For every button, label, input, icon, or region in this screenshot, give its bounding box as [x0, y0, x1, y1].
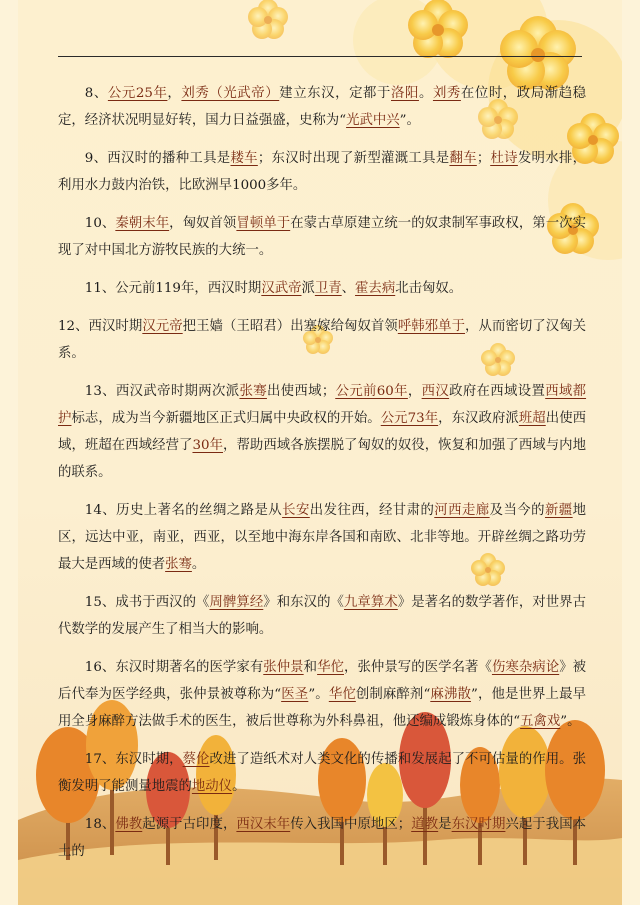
underlined-term: 蔡伦 — [182, 752, 210, 767]
underlined-term: 公元前60年 — [335, 384, 408, 399]
text-run: 》被后代奉为医学经典，张仲景被尊称为“ — [58, 660, 587, 702]
text-run: ； — [476, 151, 491, 166]
text-run: 在位时，政局渐趋稳定，经济状况明显好转，国力日益强盛，史称为“ — [58, 86, 587, 128]
underlined-term: 霍去病 — [355, 281, 396, 296]
underlined-term: 华佗 — [317, 660, 344, 675]
text-run: 北击匈奴。 — [395, 281, 463, 296]
text-run: 》和东汉的《 — [263, 595, 344, 610]
text-run: 把王嫱（王昭君）出塞嫁给匈奴首领 — [182, 319, 398, 334]
text-run: 。 — [418, 86, 433, 101]
paragraph-p12 — [58, 313, 586, 367]
text-run: 12、西汉时期 — [58, 319, 143, 334]
text-run: 出使西域，班超在西域经营了 — [58, 411, 587, 453]
paragraph-p13 — [58, 378, 586, 486]
paragraph-p18 — [58, 811, 586, 865]
underlined-term: 呼韩邪单于 — [397, 319, 466, 334]
text-run: 》是著名的数学著作，对世界古代数学的发展产生了相当大的影响。 — [58, 595, 587, 637]
document-page — [18, 0, 622, 905]
text-run: 改进了造纸术对人类文化的传播和发展起了不可估量的作用。张衡发明了能测量地震的 — [58, 752, 587, 794]
underlined-term: 耧车 — [230, 151, 258, 166]
text-run: ，从而密切了汉匈关系。 — [58, 319, 587, 361]
text-run: 17、东汉时期， — [84, 752, 183, 767]
text-run: 起源于古印度， — [142, 817, 237, 832]
underlined-term: 华佗 — [328, 687, 356, 702]
underlined-term: 公元73年 — [380, 411, 439, 426]
text-run: 出使西域； — [266, 384, 336, 399]
paragraph-p15 — [58, 589, 586, 643]
text-run: ”。 — [308, 687, 329, 702]
document-body — [58, 80, 586, 876]
underlined-term: 杜诗 — [490, 151, 518, 166]
underlined-term: 五禽戏 — [520, 714, 561, 729]
underlined-term: 九章算术 — [343, 595, 398, 610]
paragraph-p8 — [58, 80, 586, 134]
underlined-term: 刘秀 — [432, 86, 461, 101]
underlined-term: 张骞 — [239, 384, 267, 399]
underlined-term: 张骞 — [165, 557, 192, 572]
text-run: 政府在西域设置 — [449, 384, 546, 399]
underlined-term: 汉元帝 — [142, 319, 183, 334]
text-run: ， — [407, 384, 422, 399]
underlined-term: 卫青 — [314, 281, 342, 296]
text-run: 15、成书于西汉的《 — [84, 595, 210, 610]
text-run: 16、东汉时期著名的医学家有 — [84, 660, 264, 675]
text-run: 13、西汉武帝时期两次派 — [84, 384, 240, 399]
underlined-term: 道教 — [411, 817, 439, 832]
underlined-term: 周髀算经 — [209, 595, 264, 610]
underlined-term: 洛阳 — [391, 86, 419, 101]
underlined-term: 班超 — [518, 411, 546, 426]
text-run: ”。 — [560, 714, 581, 729]
text-run: 发明水排，利用水力鼓内治铁，比欧洲早1000多年。 — [58, 151, 587, 193]
text-run: 派 — [301, 281, 315, 296]
underlined-term: 张仲景 — [263, 660, 304, 675]
text-run: ， — [167, 86, 182, 101]
paragraph-p17 — [58, 746, 586, 800]
paragraph-p10 — [58, 210, 586, 264]
text-run: 标志，成为当今新疆地区正式归属中央政权的开始。 — [71, 411, 381, 426]
underlined-term: 秦朝末年 — [115, 216, 170, 231]
underlined-term: 伤寒杂病论 — [491, 660, 560, 675]
text-run: 在蒙古草原建立统一的奴隶制军事政权，第一次实现了对中国北方游牧民族的大统一。 — [58, 216, 587, 258]
underlined-term: 西汉 — [421, 384, 450, 399]
text-run: 是 — [438, 817, 452, 832]
text-run: 、 — [341, 281, 356, 296]
text-run: ，张仲景写的医学名著《 — [344, 660, 492, 675]
text-run: 传入我国中原地区； — [290, 817, 412, 832]
paragraph-p9 — [58, 145, 586, 199]
text-run: 及当今的 — [489, 503, 545, 518]
text-run: ，帮助西域各族摆脱了匈奴的奴役，恢复和加强了西域与内地的联系。 — [58, 438, 587, 480]
underlined-term: 刘秀（光武帝） — [181, 86, 280, 101]
underlined-term: 公元25年 — [107, 86, 168, 101]
underlined-term: 30年 — [192, 438, 224, 453]
text-run: ；东汉时出现了新型灌溉工具是 — [257, 151, 450, 166]
text-run: 和 — [303, 660, 318, 675]
text-run: ”。 — [399, 113, 420, 128]
text-run: ，东汉政府派 — [438, 411, 519, 426]
underlined-term: 佛教 — [115, 817, 143, 832]
underlined-term: 冒顿单于 — [236, 216, 291, 231]
underlined-term: 长安 — [282, 503, 310, 518]
text-run: 11、公元前119年，西汉时期 — [84, 281, 262, 296]
paragraph-p16 — [58, 654, 586, 735]
text-run: ”，他是世界上最早用全身麻醉方法做手术的医生，被后世尊称为外科鼻祖，他还编成锻炼身体的“ — [58, 687, 586, 729]
underlined-term: 新疆 — [544, 503, 573, 518]
text-run: 出发往西，经甘肃的 — [309, 503, 435, 518]
text-run: 建立东汉，定都于 — [279, 86, 391, 101]
text-run: 18、 — [84, 817, 116, 832]
underlined-term: 西域都护 — [58, 384, 587, 426]
text-run: 。 — [232, 779, 246, 794]
underlined-term: 医圣 — [281, 687, 309, 702]
text-run: ，匈奴首领 — [169, 216, 237, 231]
underlined-term: 东汉时期 — [451, 817, 506, 832]
text-run: 14、历史上著名的丝绸之路是从 — [84, 503, 283, 518]
header-rule — [58, 56, 582, 57]
text-run: 9、西汉时的播种工具是 — [84, 151, 231, 166]
text-run: 10、 — [84, 216, 116, 231]
text-run: 8、 — [84, 86, 108, 101]
underlined-term: 麻沸散 — [430, 687, 471, 702]
text-run: 地区，远达中亚，南亚，西亚，以至地中海东岸各国和南欧、北非等地。开辟丝绸之路功劳最大是西域的使者 — [58, 503, 587, 572]
paragraph-p11 — [58, 275, 586, 302]
text-run: 创制麻醉剂“ — [355, 687, 431, 702]
underlined-term: 汉武帝 — [261, 281, 302, 296]
underlined-term: 翻车 — [449, 151, 477, 166]
underlined-term: 地动仪 — [191, 779, 233, 794]
text-run: 。 — [191, 557, 206, 572]
underlined-term: 河西走廊 — [434, 503, 490, 518]
underlined-term: 西汉末年 — [236, 817, 291, 832]
paragraph-p14 — [58, 497, 586, 578]
text-run: 兴起于我国本土的 — [58, 817, 587, 859]
underlined-term: 光武中兴 — [346, 113, 400, 128]
